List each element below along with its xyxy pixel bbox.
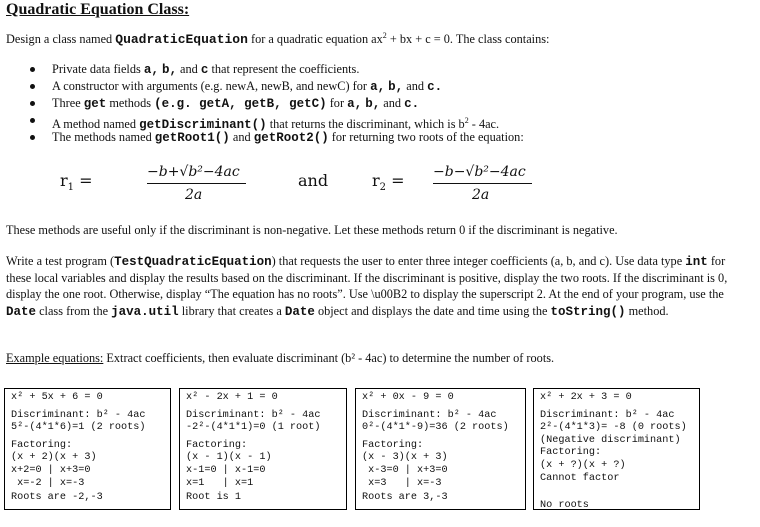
code-term: get — [83, 97, 107, 111]
code-term: b, — [388, 80, 404, 94]
factoring-label: Factoring: — [11, 439, 73, 451]
code-term: c. — [427, 80, 443, 94]
code-term: b, — [161, 63, 177, 77]
factoring-line: Root is 1 — [186, 492, 242, 504]
text-run: for returning two roots of the equation: — [328, 130, 524, 144]
discriminant-calculation: 2²-(4*1*3)= -8 (0 roots) — [540, 422, 687, 434]
factoring-line: x=-2 | x=-3 — [11, 477, 85, 489]
text-run: Three — [52, 96, 84, 110]
text-run: Private data fields — [52, 62, 144, 76]
example-box — [355, 388, 526, 510]
r2-numerator: −b−√b²−4ac — [433, 164, 526, 180]
text-run: and — [403, 79, 428, 93]
r1-fraction-bar — [147, 183, 246, 184]
code-term: Date — [6, 304, 37, 319]
example-box — [4, 388, 171, 510]
text-run: methods — [106, 96, 155, 110]
text-run: and — [380, 96, 405, 110]
factoring-line: Roots are -2,-3 — [11, 492, 103, 504]
paragraph-validity: These methods are useful only if the discriminant is non-negative. Let these methods return 0 if the discriminant is negative. — [6, 223, 618, 237]
factoring-line: Cannot factor — [540, 472, 620, 484]
intro-sentence: Design a class named QuadraticEquation for a quadratic equation $ax^2$ + bx + c = 0. The class contains: — [6, 31, 550, 48]
and-word: and — [298, 171, 329, 190]
text-run: class from the — [36, 303, 112, 318]
code-term: a, — [347, 97, 363, 111]
factoring-line: x-1=0 | x-1=0 — [186, 464, 266, 476]
examples-heading: Example equations: Extract coefficients, then evaluate discriminant (b² - 4ac) to determine the number of roots. — [6, 351, 555, 365]
factoring-line: (x + 2)(x + 3) — [11, 452, 97, 464]
discriminant-calculation: 0²-(4*1*-9)=36 (2 roots) — [362, 422, 509, 434]
requirement-item — [30, 95, 524, 112]
factoring-line: x+2=0 | x+3=0 — [11, 464, 91, 476]
factoring-line: (x + ?)(x + ?) — [540, 459, 626, 471]
code-term: c — [200, 63, 209, 77]
text-run: that returns the discriminant, which is b — [266, 117, 465, 132]
factoring-line: x-3=0 | x+3=0 — [362, 464, 448, 476]
code-term: getRoot1() — [154, 131, 230, 145]
text-run: A method named — [52, 117, 140, 132]
example-equation: x² - 2x + 1 = 0 — [186, 392, 278, 403]
discriminant-note: (Negative discriminant) — [540, 434, 681, 446]
text-run: and — [229, 130, 254, 144]
factoring-line: x=1 | x=1 — [186, 477, 254, 489]
requirements-list — [30, 61, 524, 146]
text-run: object and displays the date and time using the — [314, 303, 551, 318]
r1-label: $r_1$ = — [60, 171, 93, 194]
r2-fraction-bar — [433, 183, 532, 184]
text-run: and — [176, 62, 201, 76]
code-term: getRoot2() — [253, 131, 329, 145]
code-term: Date — [284, 304, 315, 319]
code-term: java.util — [111, 304, 179, 319]
factoring-label: Factoring: — [540, 447, 602, 459]
code-term: c. — [404, 97, 420, 111]
requirement-item — [30, 112, 524, 133]
factoring-line: (x - 1)(x - 1) — [186, 452, 272, 464]
text-run: library that creates a — [178, 303, 285, 318]
discriminant-label: Discriminant: b² - 4ac — [11, 409, 146, 421]
factoring-line: Roots are 3,-3 — [362, 492, 448, 504]
paragraph-test-program — [6, 253, 752, 320]
factoring-label: Factoring: — [186, 439, 248, 451]
discriminant-calculation: -2²-(4*1*1)=0 (1 root) — [186, 422, 321, 434]
example-equation: x² + 2x + 3 = 0 — [540, 392, 632, 403]
factoring-line: x=3 | x=-3 — [362, 477, 442, 489]
example-equation: x² + 0x - 9 = 0 — [362, 392, 454, 403]
factoring-line: No roots — [540, 499, 589, 511]
discriminant-label: Discriminant: b² - 4ac — [186, 409, 321, 421]
text-run: The methods named — [52, 130, 155, 144]
code-term: int — [685, 255, 708, 269]
code-term: (e.g. getA, getB, getC) — [154, 97, 327, 111]
factoring-label: Factoring: — [362, 439, 424, 451]
example-box — [179, 388, 347, 510]
text-run: ) that requests the user to enter three integer coefficients (a, b, and c). Use data type — [271, 254, 686, 268]
code-term: toString() — [550, 304, 626, 319]
r2-label: $r_2$ = — [372, 171, 405, 194]
requirement-item — [30, 78, 524, 95]
code-term: a, — [370, 80, 386, 94]
r1-denominator: 2a — [185, 187, 203, 203]
text-run: method. — [625, 303, 669, 318]
factoring-line — [540, 485, 693, 498]
code-term: a, — [143, 63, 159, 77]
text-run: - 4ac. — [468, 117, 500, 132]
text-run: for these local variables and display the results based on the discriminant. If the discriminant is positive, display the two roots. If the discriminant is 0, display the one root. Otherwise, display “The equation has no roots”. Use \u00B2 to display the superscript 2. At the end of your program, use the — [6, 254, 728, 302]
factoring-line: (x - 3)(x + 3) — [362, 452, 448, 464]
superscript: 2 — [464, 116, 469, 125]
code-term: getDiscriminant() — [139, 118, 267, 133]
code-term: b, — [365, 97, 381, 111]
discriminant-label: Discriminant: b² - 4ac — [540, 409, 675, 421]
discriminant-calculation: 5²-(4*1*6)=1 (2 roots) — [11, 422, 146, 434]
r2-denominator: 2a — [472, 187, 490, 203]
discriminant-label: Discriminant: b² - 4ac — [362, 409, 497, 421]
page-title: Quadratic Equation Class: — [6, 1, 190, 18]
example-equation: x² + 5x + 6 = 0 — [11, 392, 103, 403]
requirement-item — [30, 129, 524, 146]
code-term: TestQuadraticEquation — [114, 255, 272, 269]
text-run: A constructor with arguments (e.g. newA, newB, and newC) for — [52, 79, 371, 93]
text-run: that represent the coefficients. — [208, 62, 360, 76]
r1-numerator: −b+√b²−4ac — [147, 164, 240, 180]
text-run: for — [326, 96, 348, 110]
example-box — [533, 388, 700, 510]
text-run: Write a test program ( — [6, 254, 115, 268]
requirement-item — [30, 61, 524, 78]
